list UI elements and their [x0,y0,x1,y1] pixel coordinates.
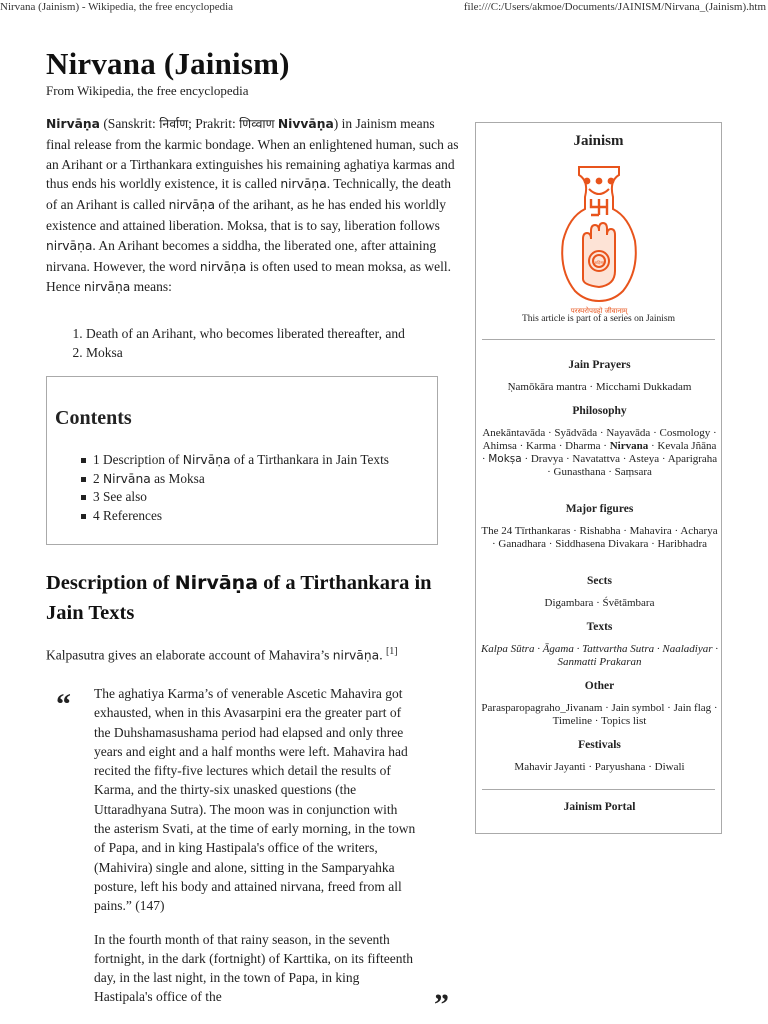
jainism-portal-link[interactable]: Jainism Portal [563,801,636,813]
emblem-motto: परस्परोपग्रहो जीवानाम् [570,307,628,315]
quote-open-mark: “ [56,688,71,721]
kalpa-paragraph: Kalpasutra gives an elaborate account of Mahavira’s nirvāṇa. [1] [46,646,398,663]
tab-title: Nirvana (Jainism) - Wikipedia, the free encyclopedia [0,1,234,13]
nirvana-word: nirvāṇa [46,238,93,253]
infobox-section-major-figures: Major figures The 24 Tīrthankaras · Rishabha · Mahavira · Acharya · Ganadhara · Siddhasena Divakara · Haribhadra [481,503,718,550]
blockquote [94,684,416,1021]
sanskrit-label: (Sanskrit: [99,116,160,131]
page-title: Nirvana (Jainism) [46,46,290,81]
nirvana-word: nirvāṇa [83,280,131,295]
reference-link[interactable]: [1] [385,646,398,657]
prakrit-term: Nivvāṇa [277,117,334,131]
intro-text-5: is often used to mean moksa, as well. Hence [46,258,452,295]
infobox-section-prayers: Jain Prayers Ṇamōkāra mantra · Micchami Dukkadam [507,359,692,393]
prakrit-word: णिव्वाण [239,117,275,131]
page-subtitle: From Wikipedia, the free encyclopedia [46,83,249,98]
quote-close-mark: ” [434,988,449,1021]
sanskrit-word: निर्वाण [159,117,189,131]
section-heading: Description of Nirvāṇa of a Tirthankara in Jain Texts [46,572,432,624]
intro-term: Nirvāṇa [46,117,100,131]
file-path: file:///C:/Users/akmoe/Documents/JAINISM/Nirvana_(Jainism).htm [463,1,766,13]
infobox-section-other: Other Parasparopagraho_Jivanam · Jain symbol · Jain flag · Timeline · Topics list [481,680,718,727]
intro-text-6: means: [130,279,172,295]
infobox-caption: This article is part of a series on Jainism [521,314,676,324]
table-of-contents [46,376,438,545]
infobox-section-festivals: Festivals Mahavir Jayanti · Paryushana · Diwali [514,739,685,773]
quote-paragraph: The aghatiya Karma’s of venerable Ascetic Mahavira got exhausted, when in this Avasarpini era the greater part of the Duhshamasushama period had elapsed and only three years and eight and a half months were left. Mahavira had recited the fifty-five lectures which detail the results of Karma, and the thirty-six unasked questions (the Uttaradhyana Sutra). The moon was in conjunction with the asterism Svati, at the time of early morning, in the town of Papa, and in king Hastipala's office of the writers, (Mahivira) single and alone, sitting in the Samparyahka posture, left his body and attained nirvana, freed from all pains.” (147) [94,686,416,914]
list-item: 1. Death of an Arihant, who becomes liberated thereafter, and [86,324,506,343]
intro-paragraph [46,114,460,298]
print-header [0,0,768,14]
intro-text-1: ) in Jainism means final release from the karmic bondage. When an enlightened human, such as an Arihant or a Tirthankara extinguishes his remaining aghatiya karmas and thus ends his worldly existence, it is called [46,116,459,192]
infobox-section-texts: Texts Kalpa Sūtra · Āgama · Tattvartha Sutra · Naaladiyar · Sanmatti Prakaran [480,621,719,668]
quote-paragraph: In the fourth month of that rainy season, in the seventh fortnight, in the dark (fortnight) of Karttika, on its fifteenth day, in the last night, in the town of Papa, in king Hastipala's office of the [94,931,414,1005]
list-item: 2. Moksa [86,343,506,362]
infobox-section-philosophy: Philosophy Anekāntavāda · Syādvāda · Nayavāda · Cosmology · Ahimsa · Karma · Dharma · Nirvana · Kevala Jñāna · Mokṣa · Dravya · Navatattva · Asteya · Aparigraha · Gunasthana · Saṃsara [481,405,718,478]
prakrit-label: ; Prakrit: [188,116,240,131]
nirvana-word: nirvāṇa [199,259,247,274]
toc-list [79,451,389,525]
toc-item-see-also[interactable]: 3 See also [79,488,389,507]
meanings-list [46,324,506,362]
jain-emblem-icon [539,161,659,321]
intro-text-3: of the arihant, as he has ended his worldly existence and attained liberation. Moksa, that is to say, liberation follows [46,197,446,233]
infobox-title[interactable]: Jainism [573,133,624,149]
jainism-infobox [475,122,722,834]
divider [482,339,715,340]
toc-title: Contents [55,407,132,429]
toc-item-nirvana-as-moksa[interactable]: 2 Nirvāna as Moksa [79,470,389,489]
nirvana-word: nirvāṇa [168,198,216,213]
toc-item-description[interactable]: 1 Description of Nirvāṇa of a Tirthankara in Jain Texts [79,451,389,470]
intro-text-4: . An Arihant becomes a siddha, the liberated one, after attaining nirvana. However, the word [46,237,437,274]
toc-item-references[interactable]: 4 References [79,507,389,526]
nirvana-word: nirvāṇa [280,177,327,192]
emblem-hand-text: अहिंसा [594,260,604,265]
intro-text-2: . Technically, the death of an Arihant is called [46,176,452,213]
divider [482,789,715,790]
infobox-section-sects: Sects Digambara · Śvētāmbara [544,575,655,609]
